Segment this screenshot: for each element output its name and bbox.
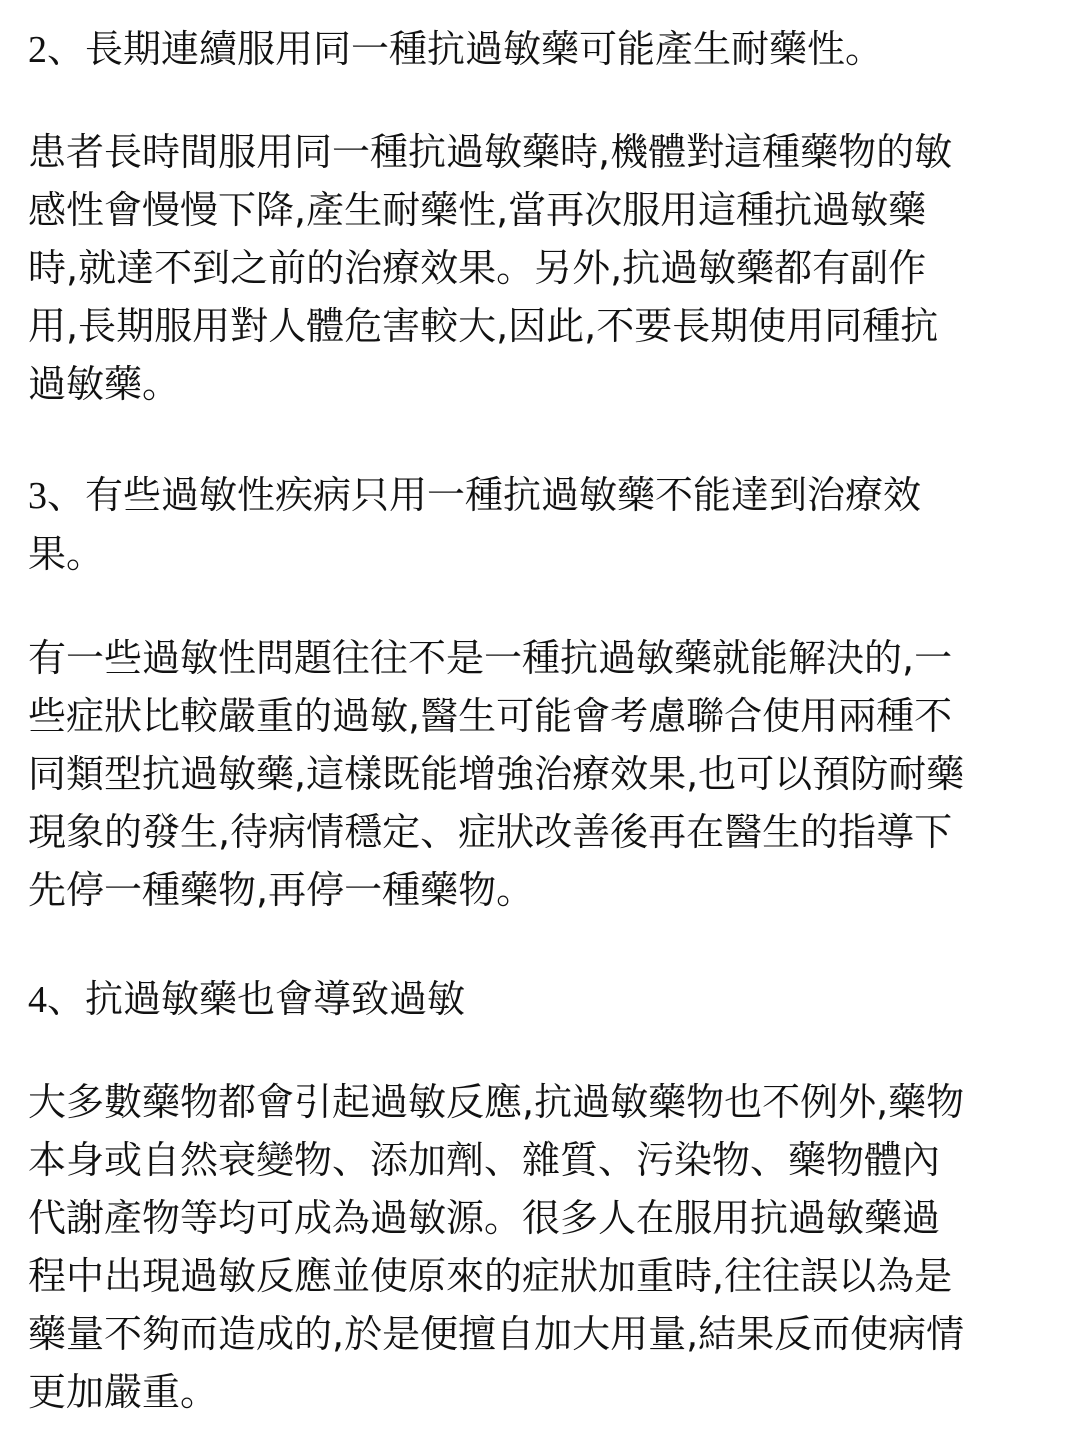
- body-line: 些症狀比較嚴重的過敏,醫生可能會考慮聯合使用兩種不: [28, 694, 953, 738]
- body-line: 同類型抗過敏藥,這樣既能增強治療效果,也可以預防耐藥: [28, 752, 965, 796]
- section-body-3: [28, 629, 1054, 919]
- section-title: 、長期連續服用同一種抗過敏藥可能產生耐藥性。: [47, 27, 884, 71]
- section-number: 4: [28, 979, 47, 1021]
- body-line: 大多數藥物都會引起過敏反應,抗過敏藥物也不例外,藥物: [28, 1080, 965, 1124]
- body-line: 感性會慢慢下降,產生耐藥性,當再次服用這種抗過敏藥: [28, 188, 927, 232]
- heading-line: [28, 466, 1054, 525]
- body-line: 藥量不夠而造成的,於是便擅自加大用量,結果反而使病情: [28, 1312, 965, 1356]
- section-heading-4: [28, 970, 1054, 1029]
- section-title: 、有些過敏性疾病只用一種抗過敏藥不能達到治療效: [47, 473, 922, 517]
- section-heading-2: [28, 20, 1054, 79]
- body-line: 用,長期服用對人體危害較大,因此,不要長期使用同種抗: [28, 304, 939, 348]
- body-line: 時,就達不到之前的治療效果。另外,抗過敏藥都有副作: [28, 246, 927, 290]
- section-body-2: [28, 123, 1054, 413]
- body-line: 代謝產物等均可成為過敏源。很多人在服用抗過敏藥過: [28, 1196, 941, 1240]
- body-line: 本身或自然衰變物、添加劑、雜質、污染物、藥物體內: [28, 1138, 941, 1182]
- section-title: 、抗過敏藥也會導致過敏: [47, 977, 466, 1021]
- body-line: 過敏藥。: [28, 362, 181, 406]
- section-heading-3: [28, 466, 1054, 583]
- body-line: 先停一種藥物,再停一種藥物。: [28, 868, 535, 912]
- section-body-4: [28, 1073, 1054, 1421]
- section-number: 2: [28, 29, 47, 71]
- body-line: 現象的發生,待病情穩定、症狀改善後再在醫生的指導下: [28, 810, 953, 854]
- body-line: 患者長時間服用同一種抗過敏藥時,機體對這種藥物的敏: [28, 130, 953, 174]
- body-line: 有一些過敏性問題往往不是一種抗過敏藥就能解決的,一: [28, 636, 953, 680]
- body-line: 更加嚴重。: [28, 1370, 219, 1414]
- heading-line: 果。: [28, 532, 105, 576]
- section-number: 3: [28, 475, 47, 517]
- body-line: 程中出現過敏反應並使原來的症狀加重時,往往誤以為是: [28, 1254, 953, 1298]
